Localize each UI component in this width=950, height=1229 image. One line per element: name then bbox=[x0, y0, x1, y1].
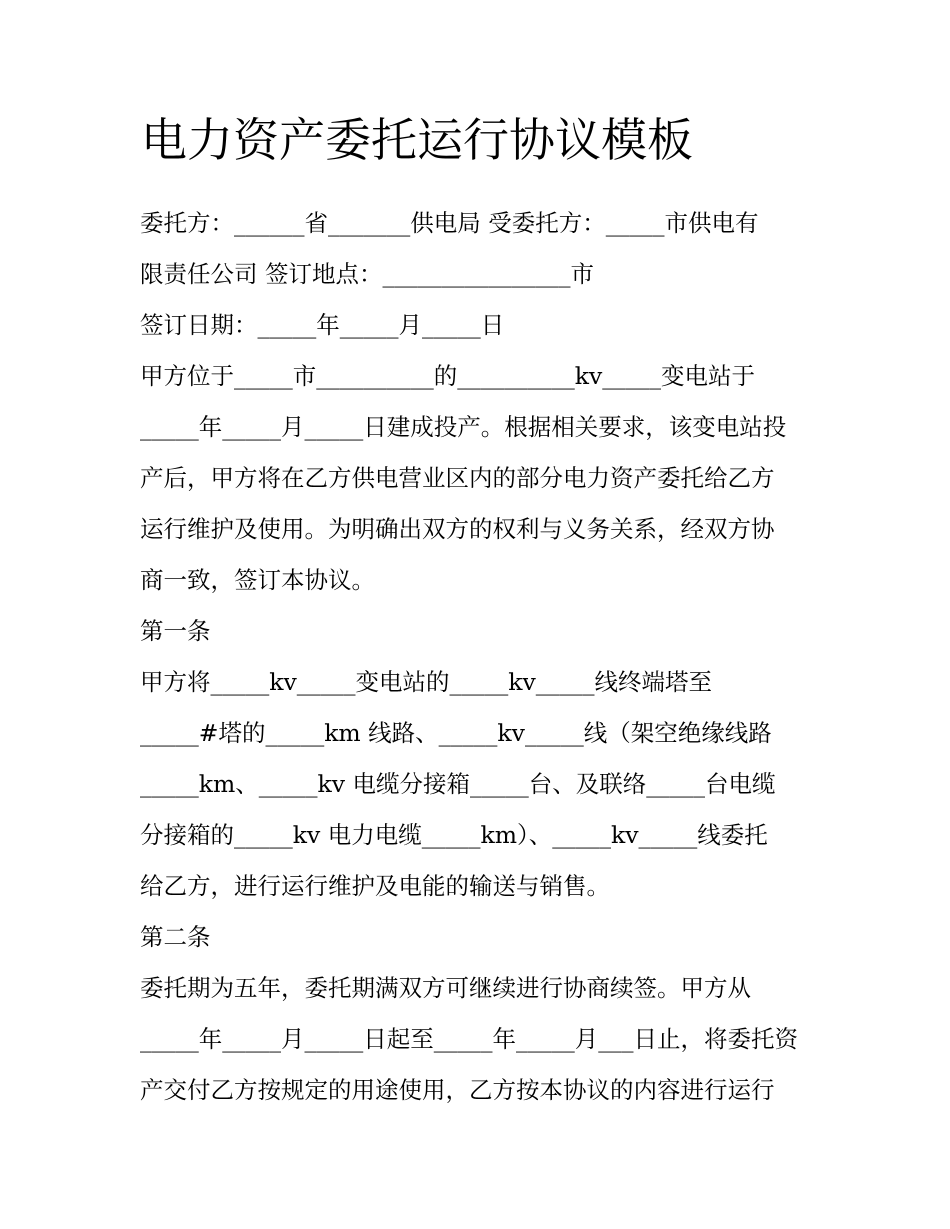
document-title: 电力资产委托运行协议模板 bbox=[141, 113, 693, 167]
document-body bbox=[140, 200, 830, 1118]
text-line: 运行维护及使用。为明确出双方的权利与义务关系，经双方协 bbox=[140, 515, 775, 543]
text-line: 分接箱的_____kv 电力电缆_____km）、_____kv_____线委托 bbox=[140, 821, 768, 849]
text-line: 产交付乙方按规定的用途使用，乙方按本协议的内容进行运行 bbox=[140, 1076, 775, 1104]
text-line: 给乙方，进行运行维护及电能的输送与销售。 bbox=[140, 872, 610, 900]
text-line: 商一致，签订本协议。 bbox=[140, 566, 375, 594]
section-heading: 第一条 bbox=[140, 617, 211, 645]
text-line: 产后，甲方将在乙方供电营业区内的部分电力资产委托给乙方 bbox=[140, 464, 775, 492]
text-line: _____km、_____kv 电缆分接箱_____台、及联络_____台电缆 bbox=[140, 770, 776, 798]
text-line: 签订日期：_____年_____月_____日 bbox=[140, 311, 505, 339]
section-heading: 第二条 bbox=[140, 923, 211, 951]
text-line: _____#塔的_____km 线路、_____kv_____线（架空绝缘线路 bbox=[140, 719, 772, 747]
text-line: 甲方位于_____市__________的__________kv_____变电站于 bbox=[140, 362, 756, 390]
text-line: 委托方：______省_______供电局 受委托方：_____市供电有 bbox=[140, 209, 759, 237]
text-line: _____年_____月_____日起至_____年_____月___日止，将委托资 bbox=[140, 1025, 798, 1053]
text-line: 委托期为五年，委托期满双方可继续进行协商续签。甲方从 bbox=[140, 974, 751, 1002]
text-line: 限责任公司 签订地点：________________市 bbox=[140, 260, 594, 288]
text-line: _____年_____月_____日建成投产。根据相关要求，该变电站投 bbox=[140, 413, 787, 441]
text-line: 甲方将_____kv_____变电站的_____kv_____线终端塔至 bbox=[140, 668, 713, 696]
